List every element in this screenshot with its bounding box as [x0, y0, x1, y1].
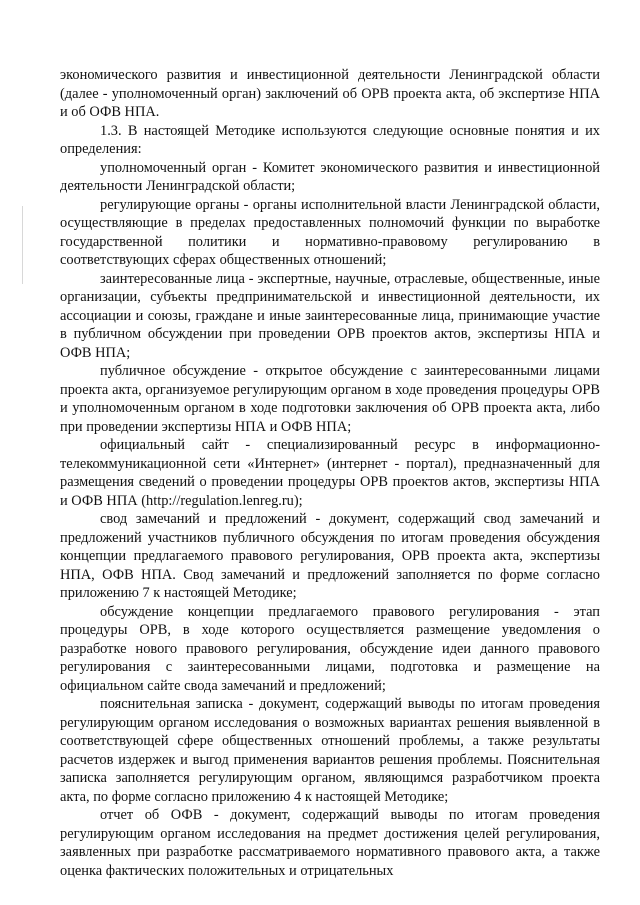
definition-explanatory-note: пояснительная записка - документ, содержащий выводы по итогам проведения регулирующим органом исследования о возможных вариантах решения выявленной в соответствующей сфере общественных отношений проблемы, а также результаты расчетов издержек и выгод применения вариантов решения проблемы. Пояснительная записка заполняется регулирующим органом, являющимся разработчиком проекта акта, по форме согласно приложению 4 к настоящей Методике; — [60, 696, 600, 805]
paragraph-section-1-3: 1.3. В настоящей Методике используются следующие основные понятия и их определения: — [60, 122, 600, 157]
definition-regulating-bodies: регулирующие органы - органы исполнительной власти Ленинградской области, осуществляющие в пределах предоставленных полномочий функции по выработке государственной политики и нормативно-правовому регулированию в соответствующих сферах общественных отношений; — [60, 196, 600, 268]
definition-comments-summary: свод замечаний и предложений - документ, содержащий свод замечаний и предложений участников публичного обсуждения по итогам проведения обсуждения концепции предлагаемого правового регулирования, ОРВ проекта акта, экспертизы НПА, ОФВ НПА. Свод замечаний и предложений заполняется по форме согласно приложению 7 к настоящей Методике; — [60, 511, 600, 601]
document-page — [60, 66, 600, 880]
definition-authorized-body: уполномоченный орган - Комитет экономического развития и инвестиционной деятельности Ленинградской области; — [60, 159, 600, 194]
scan-artifact-line — [22, 206, 23, 284]
definition-concept-discussion: обсуждение концепции предлагаемого правового регулирования - этап процедуры ОРВ, в ходе которого осуществляется размещение уведомления о разработке нового правового регулирования, обсуждение идеи данного правового регулирования с заинтересованными лицами, подготовка и размещение на официальном сайте свода замечаний и предложений; — [60, 603, 600, 694]
definition-public-discussion: публичное обсуждение - открытое обсуждение с заинтересованными лицами проекта акта, организуемое регулирующим органом в ходе проведения процедуры ОРВ и уполномоченным органом в ходе подготовки заключения об ОРВ проекта акта, либо при проведении экспертизы НПА и ОФВ НПА; — [60, 363, 600, 435]
definition-interested-parties: заинтересованные лица - экспертные, научные, отраслевые, общественные, иные организации, субъекты предпринимательской и инвестиционной деятельности, их ассоциации и союзы, граждане и иные заинтересованные лица, принимающие участие в публичном обсуждении при проведении ОРВ проектов актов, экспертизы НПА и ОФВ НПА; — [60, 270, 600, 361]
definition-official-site: официальный сайт - специализированный ресурс в информационно-телекоммуникационной сети «Интернет» (интернет - портал), предназначенный для размещения сведений о проведении процедуры ОРВ проектов актов, экспертизы НПА и ОФВ НПА (http://regulation.lenreg.ru); — [60, 437, 600, 509]
paragraph-intro-continuation: экономического развития и инвестиционной деятельности Ленинградской области (далее - уполномоченный орган) заключений об ОРВ проекта акта, об экспертизе НПА и об ОФВ НПА. — [60, 67, 600, 120]
definition-ofv-report: отчет об ОФВ - документ, содержащий выводы по итогам проведения регулирующим органом исследования на предмет достижения целей регулирования, заявленных при разработке рассматриваемого нормативного правового акта, а также оценка фактических положительных и отрицательных — [60, 807, 600, 879]
